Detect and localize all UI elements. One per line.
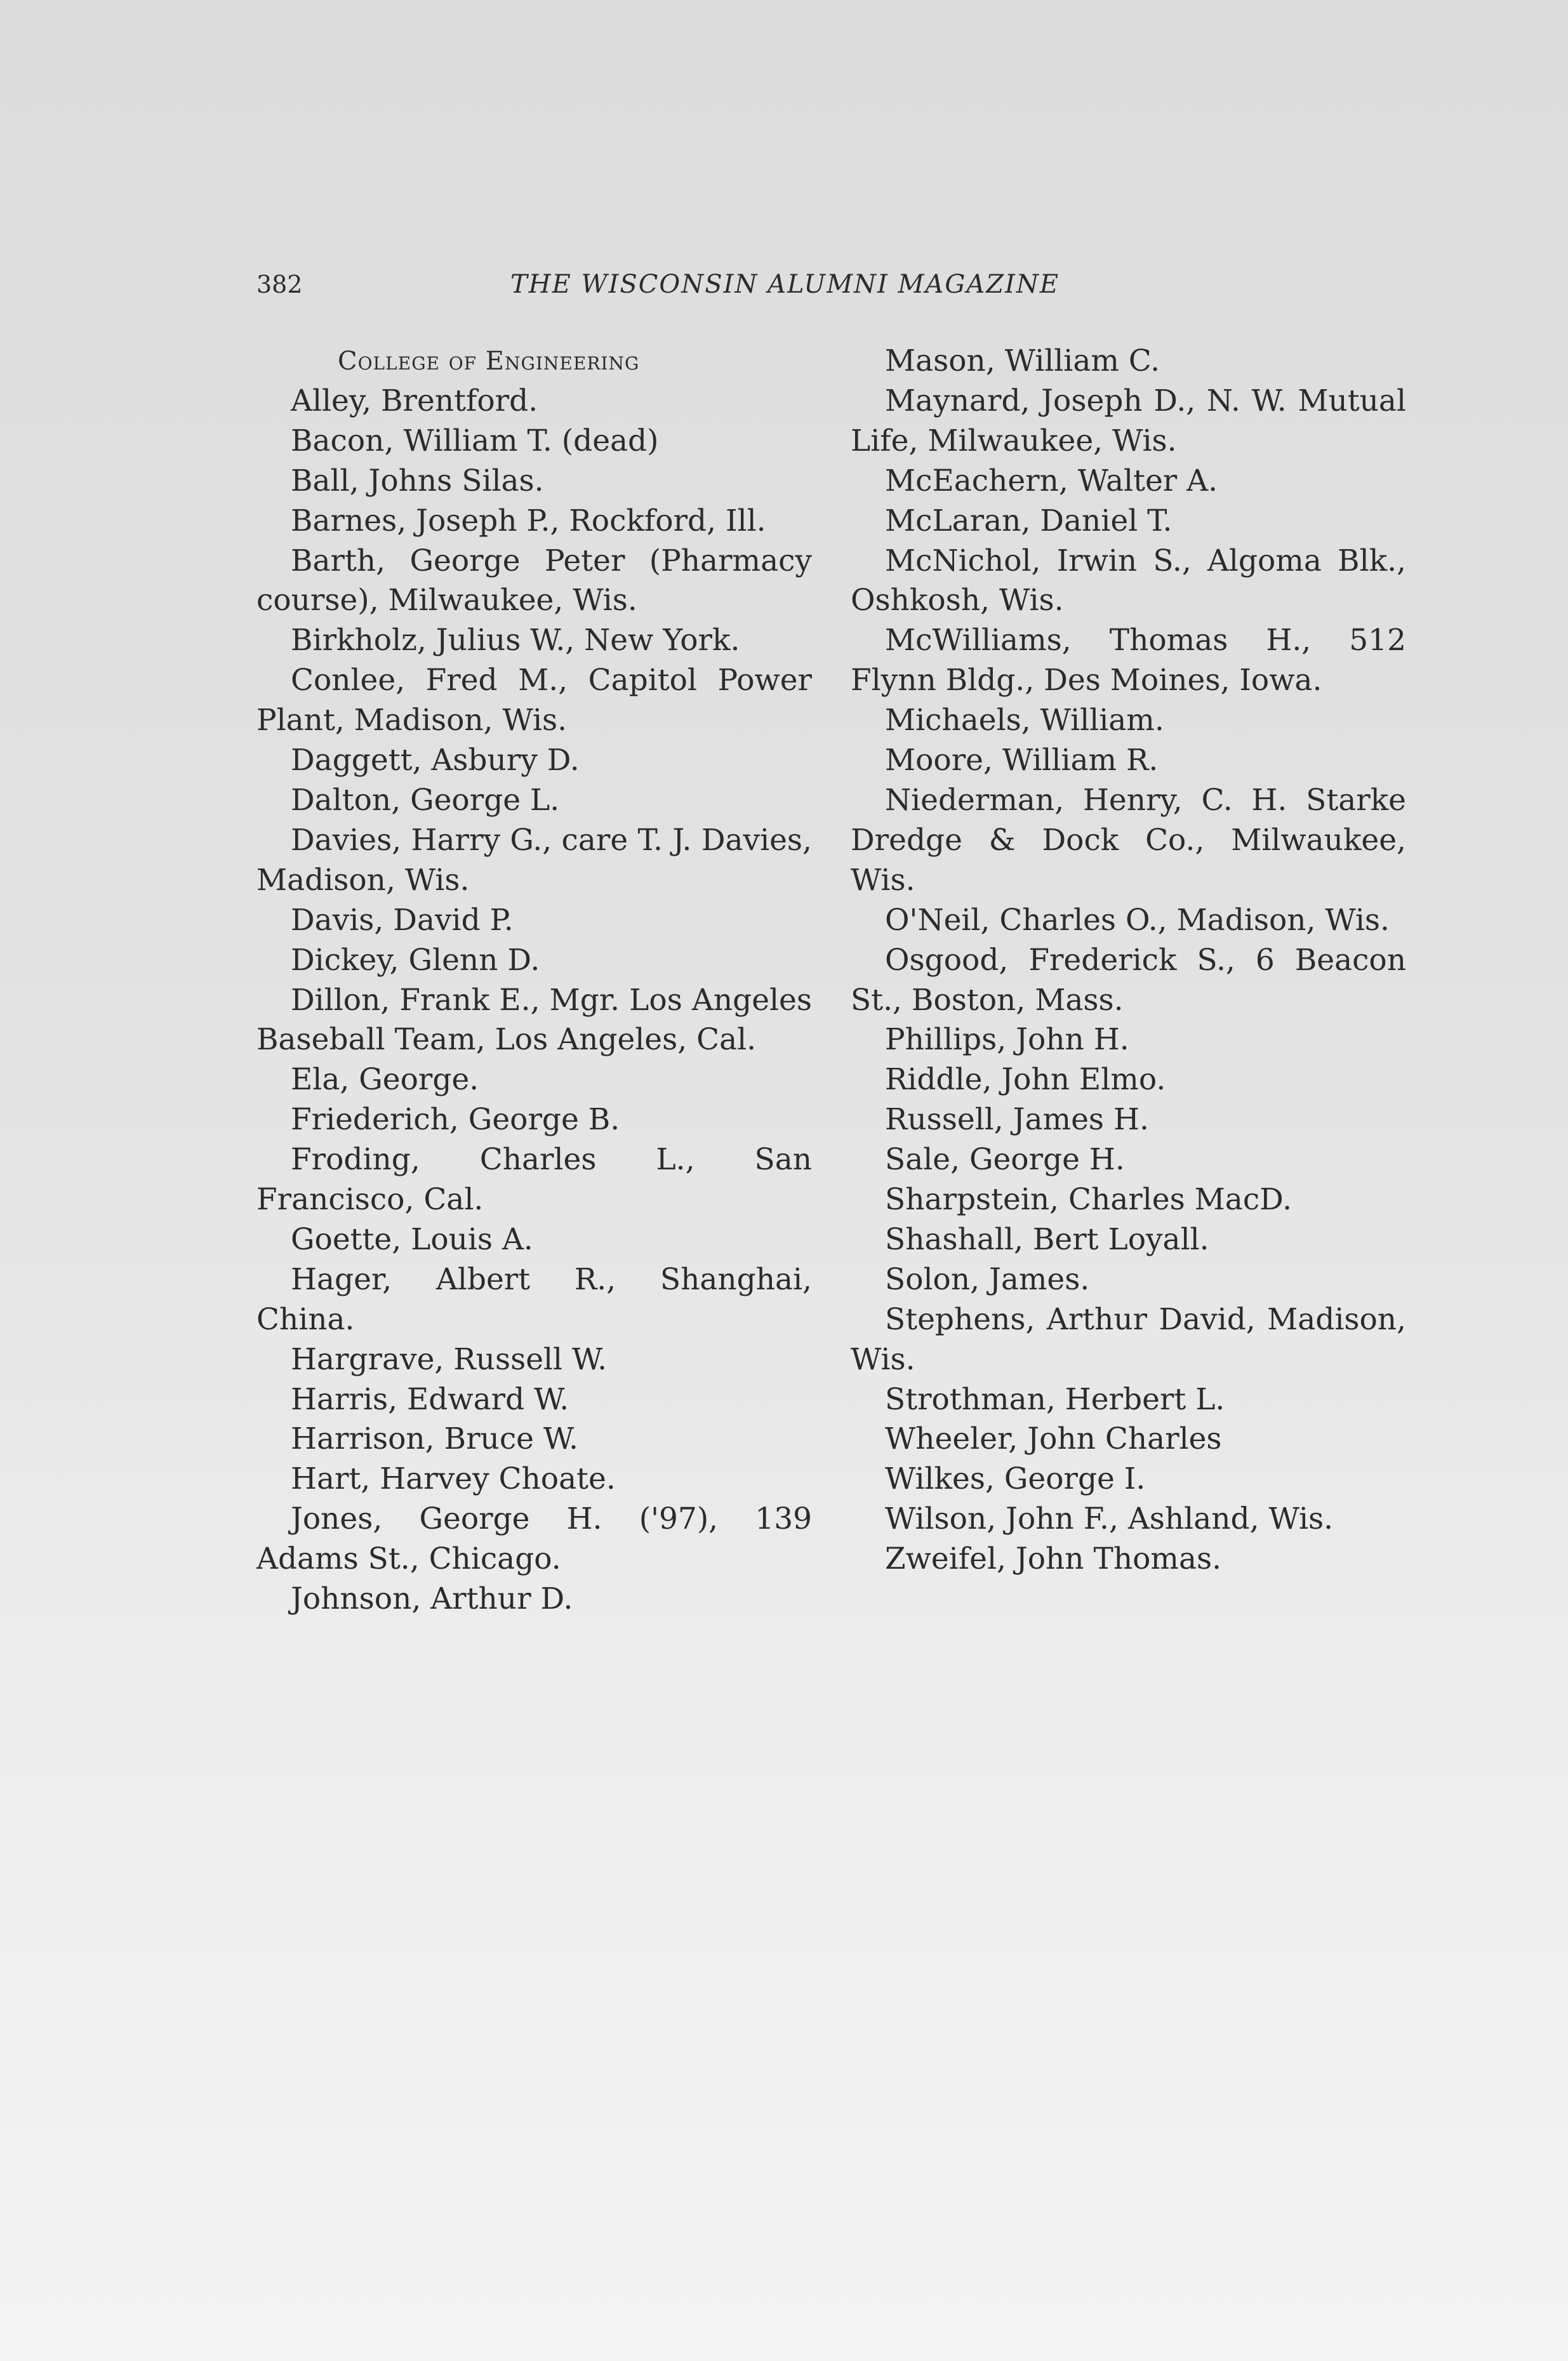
list-entry: Froding, Charles L., San Francisco, Cal.	[256, 1142, 812, 1218]
list-entry: Mason, William C.	[885, 343, 1160, 378]
list-entry: O'Neil, Charles O., Madison, Wis.	[885, 902, 1390, 938]
list-entry: Solon, James.	[885, 1261, 1090, 1297]
list-entry: Zweifel, John Thomas.	[885, 1541, 1222, 1577]
running-title: THE WISCONSIN ALUMNI MAGAZINE	[510, 270, 1060, 299]
list-entry: Conlee, Fred M., Capitol Power Plant, Madison, Wis.	[256, 663, 812, 738]
page-header	[256, 265, 1133, 303]
list-entry: Shashall, Bert Loyall.	[885, 1221, 1209, 1257]
list-entry: Friederich, George B.	[291, 1102, 620, 1138]
list-entry: Dillon, Frank E., Mgr. Los Angeles Baseball Team, Los Angeles, Cal.	[256, 982, 812, 1058]
list-entry: Barth, George Peter (Pharmacy course), Milwaukee, Wis.	[256, 543, 812, 618]
list-entry: Johnson, Arthur D.	[291, 1581, 573, 1617]
list-entry: Ela, George.	[291, 1062, 479, 1098]
list-entry: Barnes, Joseph P., Rockford, Ill.	[291, 503, 766, 538]
list-entry: McEachern, Walter A.	[885, 463, 1218, 498]
list-entry: Hager, Albert R., Shanghai, China.	[256, 1261, 812, 1337]
list-entry: Stephens, Arthur David, Madison, Wis.	[851, 1301, 1406, 1377]
list-entry: Hargrave, Russell W.	[291, 1341, 608, 1377]
page-number: 382	[256, 270, 303, 298]
list-entry: Riddle, John Elmo.	[885, 1062, 1166, 1098]
list-entry: McNichol, Irwin S., Algoma Blk., Oshkosh, Wis.	[851, 543, 1406, 618]
list-entry: Dalton, George L.	[291, 782, 560, 818]
list-entry: Davies, Harry G., care T. J. Davies, Madison, Wis.	[256, 822, 812, 898]
list-entry: Maynard, Joseph D., N. W. Mutual Life, Milwaukee, Wis.	[851, 383, 1406, 458]
list-entry: Wilson, John F., Ashland, Wis.	[885, 1501, 1334, 1537]
list-entry: Michaels, William.	[885, 703, 1164, 738]
list-entry: Ball, Johns Silas.	[291, 463, 544, 498]
list-entry: Harrison, Bruce W.	[291, 1421, 578, 1457]
list-entry: McLaran, Daniel T.	[885, 503, 1173, 538]
list-entry: Bacon, William T. (dead)	[291, 423, 659, 458]
right-column	[851, 342, 1406, 1580]
list-entry: McWilliams, Thomas H., 512 Flynn Bldg., Des Moines, Iowa.	[851, 623, 1406, 698]
list-entry: Niederman, Henry, C. H. Starke Dredge & Dock Co., Milwaukee, Wis.	[851, 782, 1406, 898]
list-entry: Strothman, Herbert L.	[885, 1381, 1225, 1417]
list-entry: Osgood, Frederick S., 6 Beacon St., Boston, Mass.	[851, 942, 1406, 1018]
list-entry: Phillips, John H.	[885, 1022, 1129, 1058]
list-entry: Davis, David P.	[291, 902, 514, 938]
list-entry: Moore, William R.	[885, 743, 1159, 778]
list-entry: Dickey, Glenn D.	[291, 942, 540, 978]
list-entry: Sharpstein, Charles MacD.	[885, 1182, 1292, 1218]
list-entry: Wilkes, George I.	[885, 1461, 1146, 1497]
list-entry: Alley, Brentford.	[291, 383, 538, 418]
list-entry: Daggett, Asbury D.	[291, 743, 580, 778]
list-entry: Harris, Edward W.	[291, 1381, 569, 1417]
list-entry: Russell, James H.	[885, 1102, 1149, 1138]
list-entry: Goette, Louis A.	[291, 1221, 533, 1257]
list-entry: Hart, Harvey Choate.	[291, 1461, 616, 1497]
section-heading: College of Engineering	[338, 347, 640, 376]
list-entry: Birkholz, Julius W., New York.	[291, 623, 740, 658]
list-entry: Wheeler, John Charles	[885, 1421, 1222, 1457]
list-entry: Sale, George H.	[885, 1142, 1125, 1178]
list-entry: Jones, George H. ('97), 139 Adams St., Chicago.	[256, 1501, 812, 1577]
left-column	[256, 342, 812, 1619]
